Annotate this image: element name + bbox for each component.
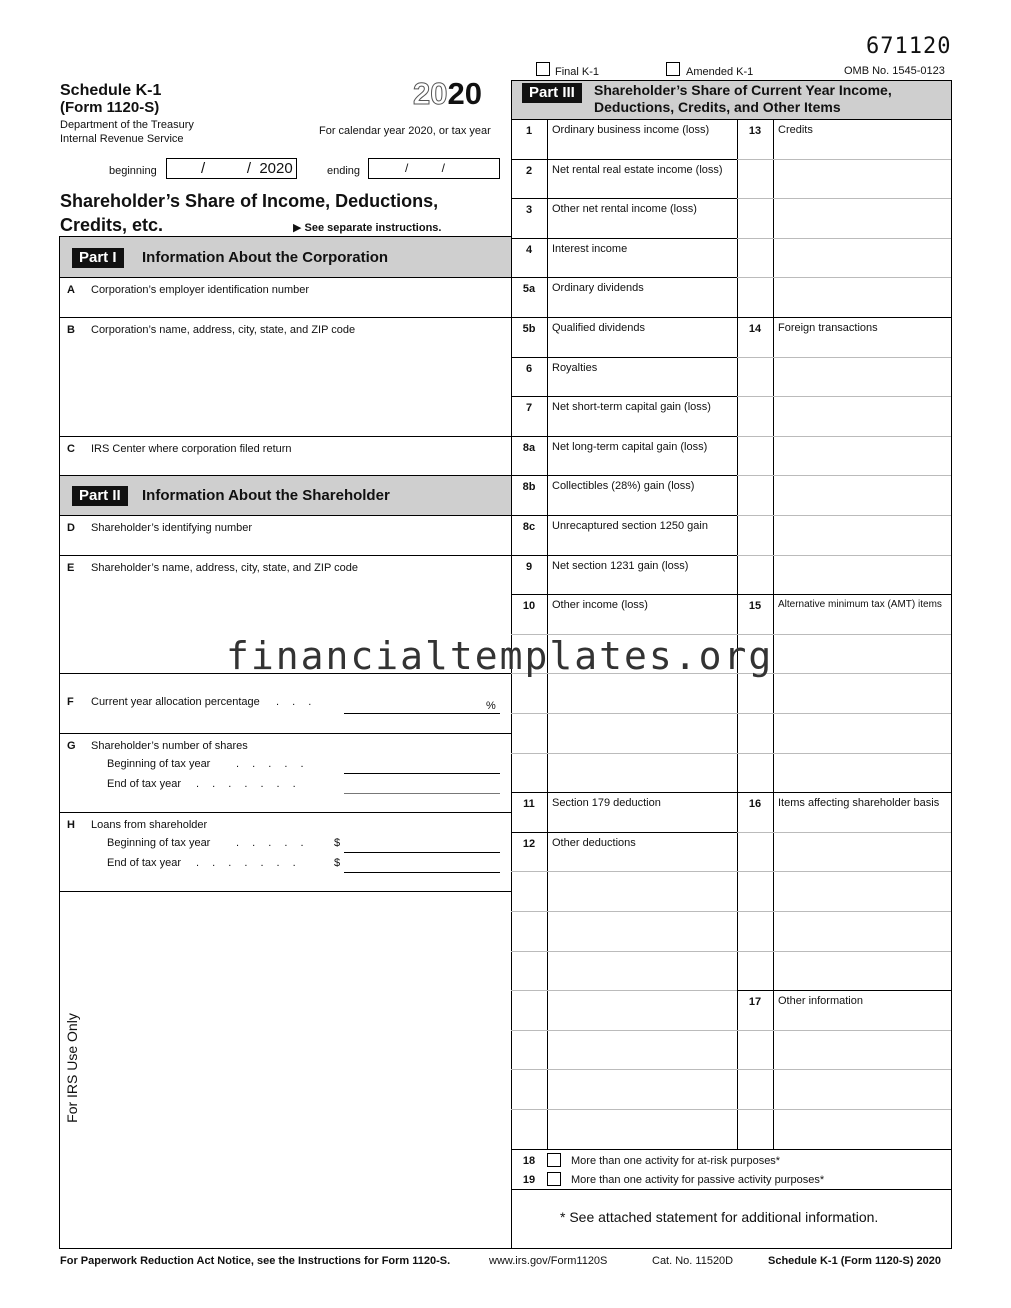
loans-beginning-field[interactable] <box>344 852 500 853</box>
tax-year-bold: 20 <box>447 76 482 111</box>
beginning-label: beginning <box>109 165 157 177</box>
line-10-amount-field[interactable] <box>548 611 737 631</box>
line-9-number: 9 <box>525 561 533 573</box>
part1-badge: Part I <box>72 248 124 268</box>
attached-statement-note: * See attached statement for additional information. <box>560 1209 879 1225</box>
line-14-label: Foreign transactions <box>778 322 878 334</box>
item-H-end-dots: . . . . . . . <box>196 857 301 869</box>
part3-left-rule <box>511 1109 737 1110</box>
line-15-number: 15 <box>748 600 762 612</box>
ending-date-value: / / <box>405 161 446 175</box>
allocation-percentage-field[interactable] <box>344 713 500 714</box>
line-7-number: 7 <box>525 402 533 414</box>
line-6-amount-field[interactable] <box>548 374 737 394</box>
line-6-label: Royalties <box>552 362 598 374</box>
line-1-label: Ordinary business income (loss) <box>552 124 710 136</box>
part3-left-rule <box>511 317 737 318</box>
line-17-number: 17 <box>748 996 762 1008</box>
footer-cat: Cat. No. 11520D <box>652 1255 734 1267</box>
line-10-label: Other income (loss) <box>552 599 648 611</box>
tax-year <box>413 76 482 112</box>
item-C-label: IRS Center where corporation filed return <box>91 443 292 455</box>
item-E-letter: E <box>67 562 75 574</box>
line-5a-number: 5a <box>522 283 536 295</box>
line-17-label: Other information <box>778 995 863 1007</box>
line-12-number: 12 <box>522 838 536 850</box>
amended-k1-checkbox[interactable] <box>666 62 680 76</box>
part3-right-rule <box>737 1030 951 1031</box>
part3-right-rule <box>737 317 951 318</box>
line-7-label: Net short-term capital gain (loss) <box>552 401 711 413</box>
line-6-number: 6 <box>525 363 533 375</box>
line-8c-number: 8c <box>522 521 536 533</box>
line-4-amount-field[interactable] <box>548 255 737 275</box>
part1-title: Information About the Corporation <box>142 249 389 266</box>
item-F-dots: . . . <box>276 696 317 708</box>
item-B-letter: B <box>67 324 75 336</box>
part3-right-rule <box>737 832 951 833</box>
part3-left-rule <box>511 871 737 872</box>
footer-url[interactable]: www.irs.gov/Form1120S <box>489 1255 608 1267</box>
main-title-1: Shareholder’s Share of Income, Deductions, <box>60 191 439 211</box>
part3-left-rule <box>511 1069 737 1070</box>
amended-k1-label: Amended K-1 <box>686 66 754 78</box>
line-8b-label: Collectibles (28%) gain (loss) <box>552 480 695 492</box>
line-5a-label: Ordinary dividends <box>552 282 644 294</box>
item-H-label: Loans from shareholder <box>91 819 208 831</box>
part3-right-rule <box>737 475 951 476</box>
item-H-end-dollar: $ <box>334 857 341 869</box>
part3-right-rule <box>737 990 951 991</box>
line-8a-number: 8a <box>522 442 536 454</box>
part3-title-1: Shareholder’s Share of Current Year Income, <box>594 82 892 98</box>
line-4-number: 4 <box>525 244 533 256</box>
item-D-letter: D <box>67 522 75 534</box>
part3-right-rule <box>737 1069 951 1070</box>
part3-right-rule <box>737 753 951 754</box>
line-9-amount-field[interactable] <box>548 572 737 592</box>
item-G-begin-dots: . . . . . <box>236 758 309 770</box>
beginning-date-field[interactable] <box>166 158 297 179</box>
part2-title: Information About the Shareholder <box>142 487 390 504</box>
part3-title-2: Deductions, Credits, and Other Items <box>594 99 841 115</box>
part3-right-rule <box>737 792 951 793</box>
dept-irs: Internal Revenue Service <box>60 133 184 145</box>
line-16-label: Items affecting shareholder basis <box>778 797 940 809</box>
ending-label: ending <box>327 165 361 177</box>
part3-left-rule <box>511 515 737 516</box>
part3-left-rule <box>511 594 737 595</box>
part3-right-rule <box>737 555 951 556</box>
line-15-label: Alternative minimum tax (AMT) items <box>778 599 942 610</box>
main-title-2: Credits, etc. <box>60 215 164 235</box>
calendar-year-text: For calendar year 2020, or tax year <box>319 125 491 137</box>
part3-right-rule <box>737 911 951 912</box>
part3-right-rule <box>737 594 951 595</box>
line-3-amount-field[interactable] <box>548 215 737 235</box>
line-19-checkbox[interactable] <box>547 1172 561 1186</box>
line-13-number: 13 <box>748 125 762 137</box>
part3-right-rule <box>737 436 951 437</box>
item-G-label: Shareholder’s number of shares <box>91 740 248 752</box>
part3-left-rule <box>511 832 737 833</box>
line-4-label: Interest income <box>552 243 628 255</box>
line-8b-number: 8b <box>522 481 536 493</box>
line-12-label: Other deductions <box>552 837 636 849</box>
item-A-letter: A <box>67 284 75 296</box>
line-13-label: Credits <box>778 124 813 136</box>
part3-right-rule <box>737 951 951 952</box>
loans-end-field[interactable] <box>344 872 500 873</box>
item-G-end-dots: . . . . . . . <box>196 778 301 790</box>
part3-left-rule <box>511 1030 737 1031</box>
part3-left-rule <box>511 475 737 476</box>
tax-year-outline: 20 <box>413 76 448 111</box>
line-14-number: 14 <box>748 323 762 335</box>
beginning-date-value: / / 2020 <box>201 160 293 177</box>
line-2-amount-field[interactable] <box>548 176 737 196</box>
line-11-label: Section 179 deduction <box>552 797 661 809</box>
part3-left-rule <box>511 555 737 556</box>
percent-sign: % <box>486 700 496 712</box>
ending-date-field[interactable] <box>368 158 500 179</box>
see-instructions: ▶ See separate instructions. <box>293 222 442 234</box>
line-8a-label: Net long-term capital gain (loss) <box>552 441 708 453</box>
line-5b-amount-field[interactable] <box>548 334 737 354</box>
line-12-amount-field[interactable] <box>548 849 737 869</box>
item-H-begin-dots: . . . . . <box>236 837 309 849</box>
line-2-number: 2 <box>525 165 533 177</box>
line-10-number: 10 <box>522 600 536 612</box>
item-E-label: Shareholder’s name, address, city, state, and ZIP code <box>91 562 359 574</box>
part2-badge: Part II <box>72 486 128 506</box>
line-3-number: 3 <box>525 204 533 216</box>
omb-number: OMB No. 1545-0123 <box>844 65 945 77</box>
dept-treasury: Department of the Treasury <box>60 119 194 131</box>
item-H-letter: H <box>67 819 75 831</box>
line-5b-number: 5b <box>522 323 536 335</box>
line-16-number: 16 <box>748 798 762 810</box>
part3-right-rule <box>737 713 951 714</box>
line-2-label: Net rental real estate income (loss) <box>552 164 723 176</box>
part3-left-rule <box>511 198 737 199</box>
part3-badge: Part III <box>522 83 582 103</box>
shares-end-field[interactable] <box>344 793 500 794</box>
line-18-label: More than one activity for at-risk purposes* <box>571 1155 781 1167</box>
item-H-end-label: End of tax year <box>107 857 181 869</box>
line-3-label: Other net rental income (loss) <box>552 203 697 215</box>
line-9-label: Net section 1231 gain (loss) <box>552 560 689 572</box>
line-8c-label: Unrecaptured section 1250 gain <box>552 520 708 532</box>
item-G-end-label: End of tax year <box>107 778 181 790</box>
part3-left-rule <box>511 396 737 397</box>
part3-right-rule <box>737 357 951 358</box>
part3-right-rule <box>737 198 951 199</box>
form-subtitle: (Form 1120-S) <box>60 99 160 116</box>
part3-right-rule <box>737 238 951 239</box>
part3-right-rule <box>737 871 951 872</box>
footer-form: Schedule K-1 (Form 1120-S) 2020 <box>768 1255 942 1267</box>
item-A-label: Corporation’s employer identification number <box>91 284 310 296</box>
irs-use-only: For IRS Use Only <box>64 1013 80 1123</box>
part3-left-rule <box>511 713 737 714</box>
part3-left-rule <box>511 357 737 358</box>
form-code: 671120 <box>866 34 952 59</box>
line-8a-amount-field[interactable] <box>548 453 737 473</box>
part3-right-rule <box>737 1109 951 1110</box>
final-k1-label: Final K-1 <box>555 66 600 78</box>
item-H-begin-label: Beginning of tax year <box>107 837 211 849</box>
part3-left-rule <box>511 238 737 239</box>
line-11-number: 11 <box>523 798 535 810</box>
line-19-label: More than one activity for passive activity purposes* <box>571 1174 825 1186</box>
item-D-label: Shareholder’s identifying number <box>91 522 253 534</box>
line-8b-amount-field[interactable] <box>548 492 737 512</box>
line-1-number: 1 <box>525 125 533 137</box>
part3-right-rule <box>737 277 951 278</box>
part3-left-rule <box>511 277 737 278</box>
line-7-amount-field[interactable] <box>548 413 737 433</box>
part3-left-rule <box>511 753 737 754</box>
line-1-amount-field[interactable] <box>548 136 737 156</box>
footer-paperwork: For Paperwork Reduction Act Notice, see the Instructions for Form 1120-S. <box>60 1255 451 1267</box>
item-G-letter: G <box>67 740 76 752</box>
part3-left-rule <box>511 436 737 437</box>
part3-right-rule <box>737 515 951 516</box>
line-11-amount-field[interactable] <box>548 809 737 829</box>
line-5a-amount-field[interactable] <box>548 294 737 314</box>
line-5b-label: Qualified dividends <box>552 322 645 334</box>
part3-left-rule <box>511 792 737 793</box>
line-8c-amount-field[interactable] <box>548 532 737 552</box>
watermark: financialtemplates.org <box>226 634 774 678</box>
item-C-letter: C <box>67 443 75 455</box>
form-title: Schedule K-1 <box>60 82 162 99</box>
line-19-number: 19 <box>522 1174 536 1186</box>
item-F-label: Current year allocation percentage <box>91 696 260 708</box>
shares-beginning-field[interactable] <box>344 773 500 774</box>
item-H-begin-dollar: $ <box>334 837 341 849</box>
item-G-begin-label: Beginning of tax year <box>107 758 211 770</box>
part3-right-rule <box>737 396 951 397</box>
part3-left-rule <box>511 951 737 952</box>
item-F-letter: F <box>67 696 74 708</box>
item-B-label: Corporation’s name, address, city, state, and ZIP code <box>91 324 356 336</box>
part3-left-rule <box>511 159 737 160</box>
line-18-checkbox[interactable] <box>547 1153 561 1167</box>
part3-right-rule <box>737 159 951 160</box>
final-k1-checkbox[interactable] <box>536 62 550 76</box>
line-18-number: 18 <box>522 1155 536 1167</box>
part3-left-rule <box>511 911 737 912</box>
part3-left-rule <box>511 990 737 991</box>
